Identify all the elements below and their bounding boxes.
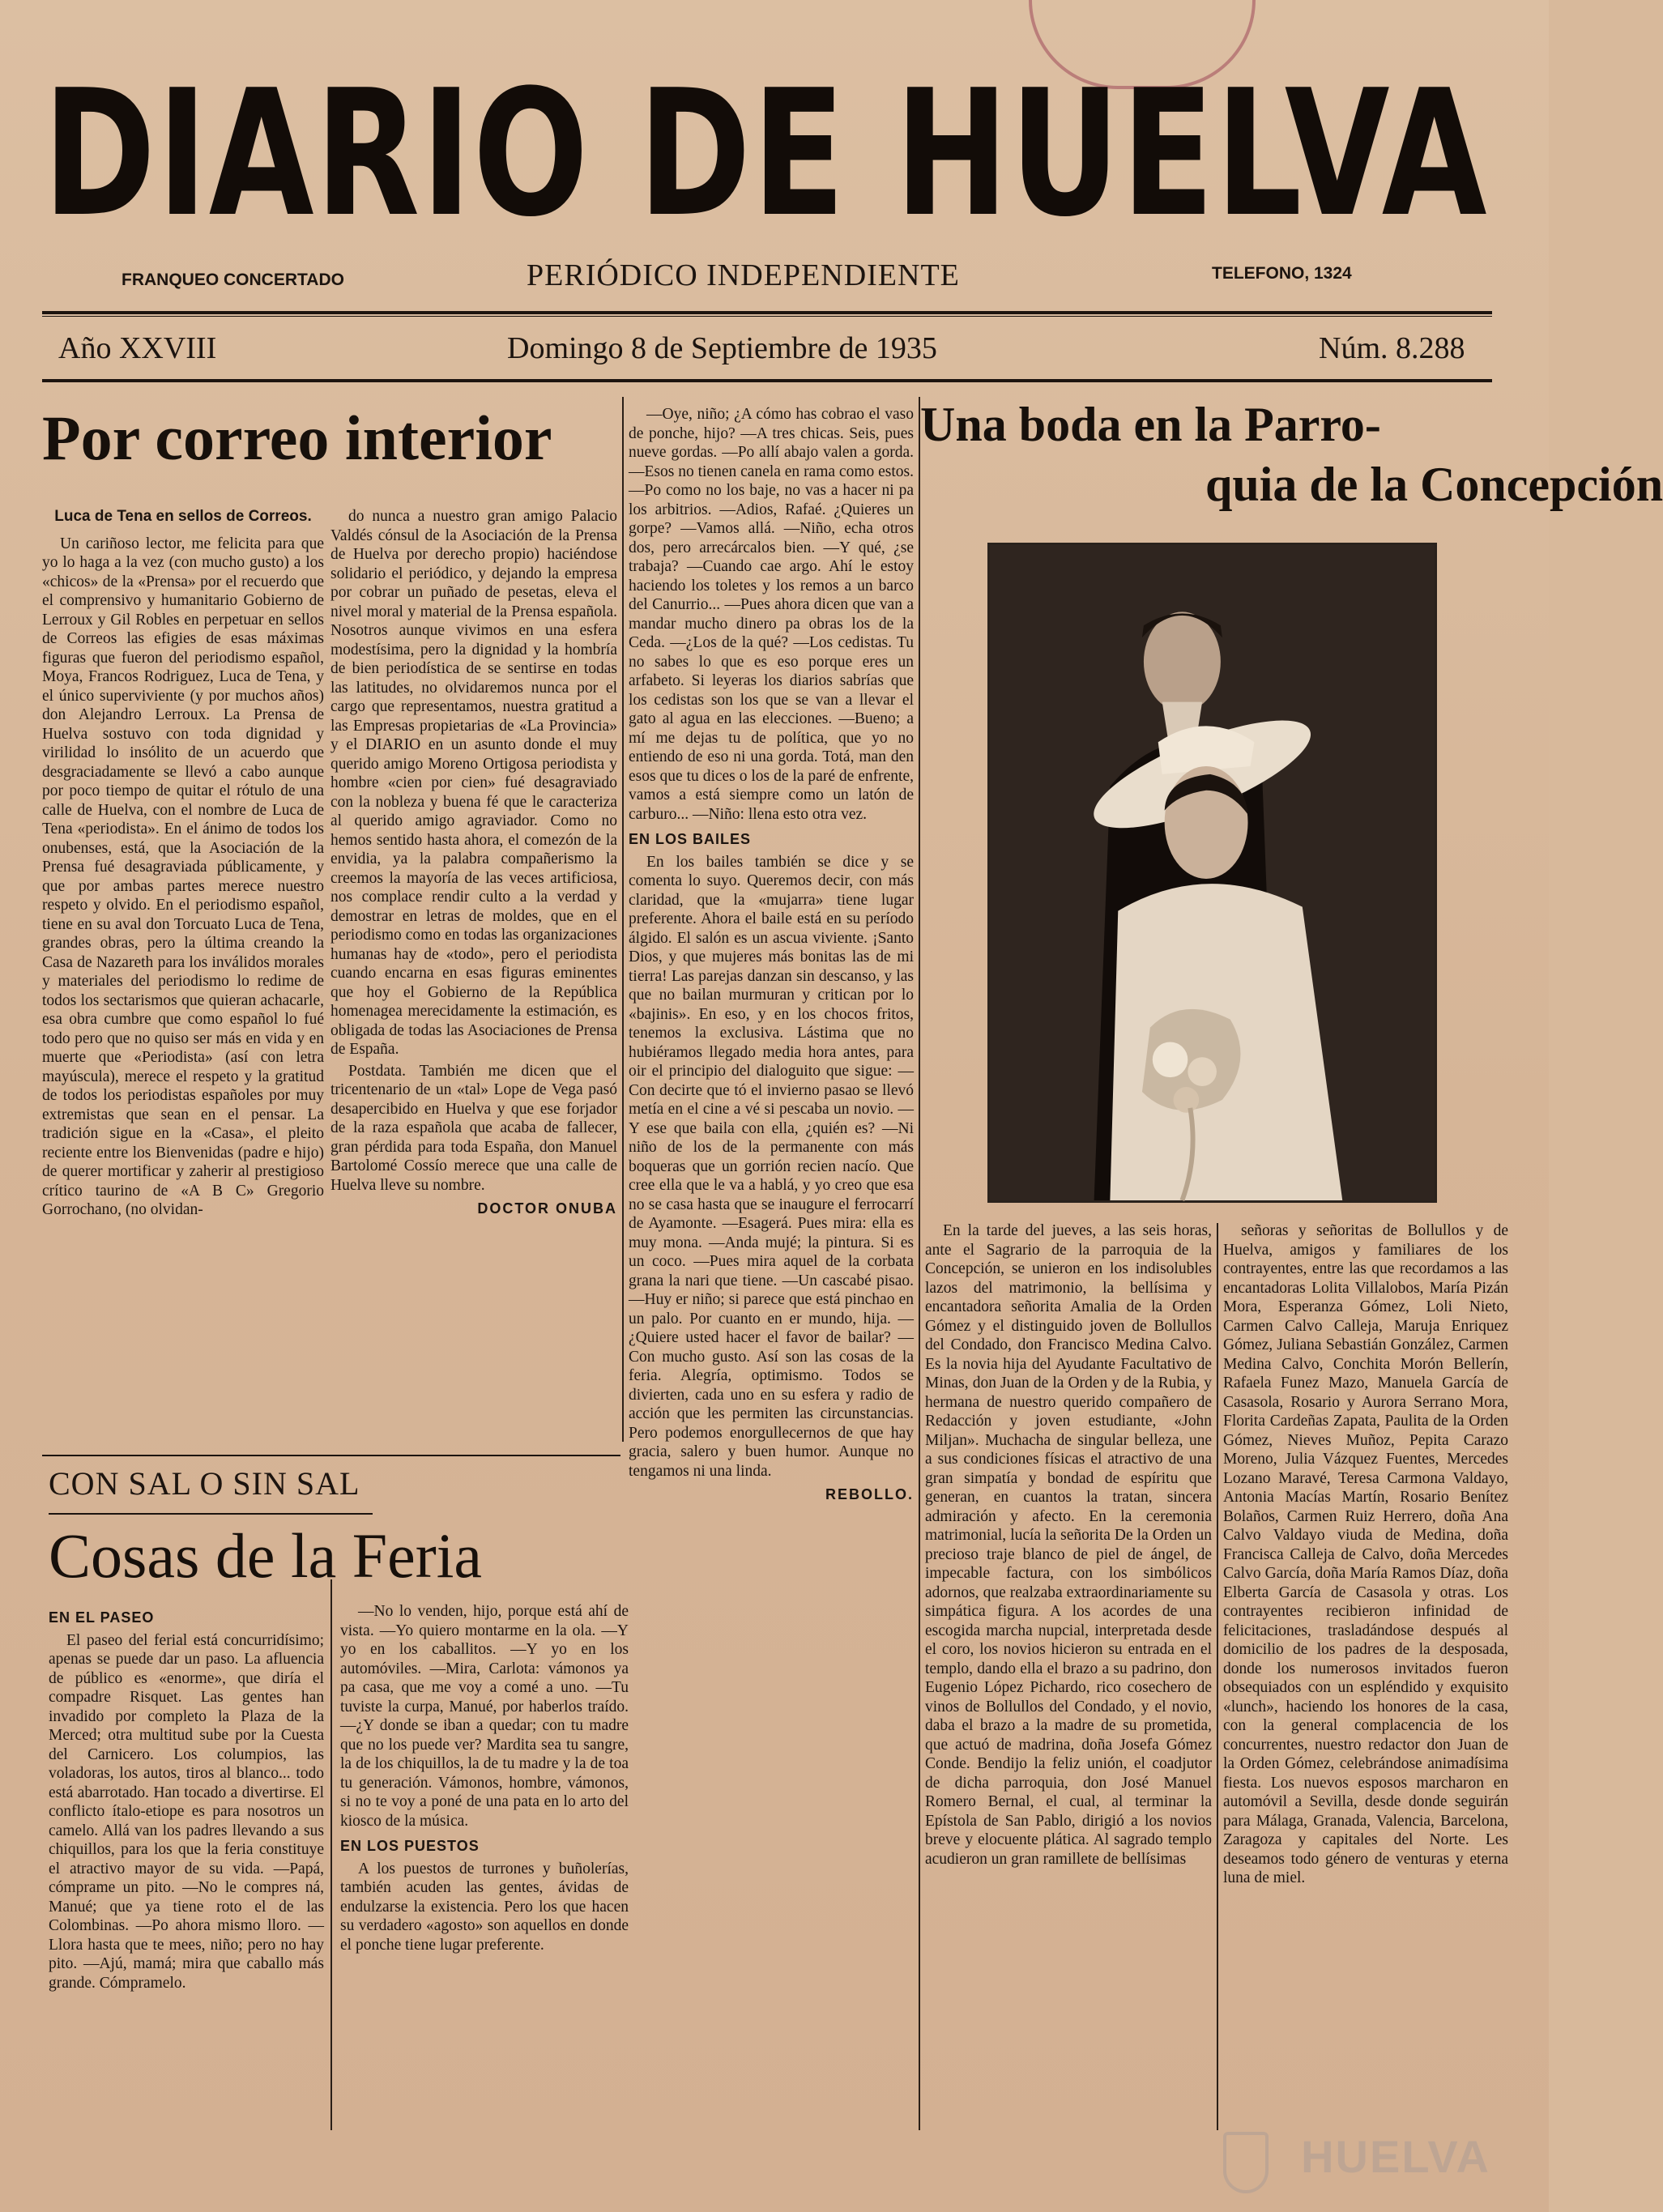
article-column-boda-1 (925, 1221, 1212, 2133)
article-headline-boda-1: Una boda en la Parro- (920, 398, 1381, 451)
article-body: En la tarde del jueves, a las seis horas, ante el Sagrario de la parroquia de la Concepción, se unieron en los indisolubles lazos del matrimonio, la bellísima y encantadora señorita Amalia de la Orden Gómez y el distinguido joven de Bollullos del Condado, don Francisco Medina Calvo. Es la novia hija del Ayudante Facultativo de Minas, don Juan de la Orden y de la Rubia, y hermana de nuestro querido compañero de Redacción y joven estudiante, «John Miljan». Muchacha de singular belleza, une a sus condiciones físicas el atractivo de una gran simpatía y bondad de espíritu que generan, en cuantos la tratan, sincera admiración y afecto. En la ceremonia matrimonial, lucía la señorita De la Orden un precioso traje blanco de piel de ángel, de impecable factura, con los simbólicos adornos, que realzaba extraordinariamente su simpática figura. A los acordes de una escogida marcha nupcial, interpretada desde el coro, los novios hicieron su entrada en el templo, dando ella el brazo a su padrino, don Eugenio López Pichardo, rico cosechero de vinos de Bollullos del Condado, y el novio, daba el brazo a la madre de su prometida, que actuó de madrina, doña Josefa Gómez Conde. Bendijo la feliz unión, el coadjutor de dicha parroquia, don José Manuel Romero Bernal, el cual, al terminar la Epístola de San Pablo, dirigió a los novios breve y elocuente plática. Al sagrado templo acudieron un gran ramillete de bellísimas (925, 1222, 1212, 1868)
column-rule (919, 397, 920, 2130)
dateline-number: Núm. 8.288 (1319, 331, 1465, 365)
article-signature: REBOLLO. (825, 1486, 914, 1502)
column-rule (622, 397, 624, 1442)
article-body: En los bailes también se dice y se comenta lo suyo. Queremos decir, con más claridad, que la «mujarra» tiene lugar preferente. Ahora el baile está en su período álgido. El salón es un ascua viviente. ¡Santo Dios, y que mujeres más bonitas las de mi tierra! Las parejas danzan sin descanso, y las que no bailan murmuran y critican por lo «bajinis». En eso, y en los chocos fritos, tenemos la exclusiva. Lástima que no hubiéramos llegado media hora antes, para oir el principio del dialoguito que sigue: —Con decirte que tó el invierno pasao se llevó metía en el cine a vé si pescaba un novio. —Y ese que baila con ella, ¿quién es? —Ni niño de los de la permanente con más boqueras que un gorrión recien nacío. Que cree ella que le va a hablá, y yo creo que esa no se casa hasta que se inaugure el ferrocarrí de Ayamonte. —Esagerá. Pues mira: ella es muy mona. —Anda mujé; la pintura. Si es un coco. —Pues mira aquel de la corbata grana la nari que tiene. —Un cascabé pisao. —Huy er niño; si parece que está pinchao en un palo. Por cuanto en er mundo, hija. —¿Quiere usted hacer el favor de bailar? —Con mucho gusto. Así son las cosas de la feria. Alegría, optimismo. Todos se divierten, cada uno en su esfera y radio de acción que les permiten las circunstancias. Pero podemos enorgullecernos de que hay gracia, salero y buen humor. Aunque no tengamos ni una linda. (629, 853, 914, 1480)
archive-watermark: HUELVA (1301, 2131, 1490, 2182)
article-headline-boda-2: quia de la Concepción (1205, 458, 1663, 511)
article-column-correo-2 (330, 507, 617, 1455)
masthead-rule-thin (42, 316, 1492, 317)
wedding-photo-image (990, 545, 1435, 1200)
article-column-feria-1 (49, 1602, 324, 2129)
masthead-rule (42, 311, 1492, 314)
column-rule (330, 1579, 332, 2130)
masthead-subtitle: PERIÓDICO INDEPENDIENTE (527, 258, 960, 292)
wedding-photo (987, 543, 1437, 1203)
article-body: A los puestos de turrones y buñolerías, también acuden las gentes, ávidas de endulzarse la existencia. Pero los que hacen su verdadero «agosto» son aquellos en donde el ponche tiene lugar preferente. (340, 1860, 629, 1954)
article-postdata: Postdata. También me dicen que el tricentenario de un «tal» Lope de Vega pasó desapercibido en Huelva y que ese forjador de la raza española que acaba de fallecer, gran pérdida para toda España, don Manuel Bartolomé Cossío merece que una calle de Huelva lleve su nombre. (330, 1062, 617, 1194)
article-column-feria-3 (629, 405, 914, 2130)
article-body: —No lo venden, hijo, porque está ahí de vista. —Yo quiero montarme en la ola. —Y yo en los caballitos. —Y yo en los automóviles. —Mira, Carlota: vámonos ya pa casa, que me voy a comé a uno. —Tu tuviste la curpa, Manué, por haberlos traído. —¿Y donde se iban a quedar; con tu madre que no los puede ver? Mardita sea tu sangre, la de los chiquillos, la de tu madre y la de toa tu generación. Vámonos, hombre, vámonos, si no te voy a poné de una pata en lo arto del kiosco de la música. (340, 1603, 629, 1830)
article-headline-feria: Cosas de la Feria (49, 1520, 483, 1591)
article-column-correo-1 (42, 507, 324, 1455)
article-column-boda-2 (1223, 1221, 1508, 2133)
article-column-feria-2 (340, 1602, 629, 2129)
article-kicker: Luca de Tena en sellos de Correos. (54, 508, 312, 525)
article-body: —Oye, niño; ¿A cómo has cobrao el vaso de ponche, hijo? —A tres chicas. Seis, pues nueve gordas. —Po allí abajo valen a gorda. —Esos no tienen canela en rama como estos. —Po como no los baje, no vas a hacer ni pa los arbitrios. —Adios, Rafaé. ¿Quieres un gorpe? —Vamos allá. —Niño, echa otros dos, pero arrecárcalos bien. —Y qué, ¿se trabaja? —Cuando cae argo. Ahí le estoy haciendo los toletes y los remos a un barco del Canurrio... —Pues ahora dicen que van a mandar mucho dinero pa obras los de la Ceda. —¿Los de la qué? —Los cedistas. Tu no sabes lo que es eso porque eres un arfabeto. Si leyeras los diarios sabrías que los cedistas son los que se van a llevar el gato al agua en las elecciones. —Bueno; a mí me dejas tu de política, que yo no entiendo de eso ni una gorda. Totá, man den esos que tu dices o los de la paré de enfrente, vamos a está siempre como un latón de carburo... —Niño: llena esto otra vez. (629, 406, 914, 823)
dateline-rule (42, 379, 1492, 382)
article-headline-correo: Por correo interior (42, 403, 552, 473)
masthead-franqueo: FRANQUEO CONCERTADO (122, 271, 344, 289)
article-kicker-sal: CON SAL O SIN SAL (49, 1465, 360, 1502)
masthead-telephone: TELEFONO, 1324 (1212, 264, 1352, 283)
article-section-head: EN LOS PUESTOS (340, 1838, 480, 1854)
article-section-head: EN EL PASEO (49, 1609, 155, 1626)
section-rule (42, 1455, 620, 1456)
masthead-title: DIARIO DE HUELVA (43, 52, 1489, 255)
kicker-underline (49, 1513, 373, 1515)
dateline-year: Año XXVIII (58, 331, 217, 365)
article-signature: DOCTOR ONUBA (477, 1200, 617, 1217)
article-body: Un cariñoso lector, me felicita para que yo lo haga a la vez (con mucho gusto) a los «chicos» de la «Prensa» por el recuerdo que el comprensivo y humanitario Gobierno de Lerroux y Gil Robles en perpetuar en sellos de Correos las efigies de esas máximas figuras que fueron del periodismo español, Moya, Francos Rodriguez, Luca de Tena, y el único superviviente (y por muchos años) don Alejandro Lerroux. La Prensa de Huelva sostuvo con toda dignidad y virilidad lo insólito de un acuerdo que desgraciadamente se llevó a cabo aunque por poco tiempo de quitar el rótulo de una calle de Huelva, con el nombre de Luca de Tena «periodista». En el ánimo de todos los onubenses, está, que la Asociación de la Prensa fué desagraviada públicamente, y que por ambas partes merece nuestro respeto y olvido. En el periodismo español, tiene en su aval don Torcuato Luca de Tena, grandes obras, pero la última creando la Casa de Nazareth para los inválidos morales y materiales del periodismo lo redime de todos los sectarismos que quieran achacarle, esa obra cumbre que como español lo fué todo pero que no quiso ser más en vida y en muerte que «Periodista» (así con letra mayúscula), merece el respeto y la gratitud de todos los periodistas españoles por muy extremistas que sean en el pensar. La tradición sigue en la «Casa», el pleito reciente entre los Bienvenidas (padre e hijo) de querer mortificar y zaherir al prestigioso crítico taurino de «A B C» Gregorio Gorrochano, (no olvidan- (42, 535, 324, 1218)
article-section-head: EN LOS BAILES (629, 831, 752, 847)
article-body: El paseo del ferial está concurridísimo; apenas se puede dar un paso. La afluencia de público es «enorme», que diría el compadre Risquet. Las gentes han invadido por completo la Plaza de la Merced; otra multitud sube por la Cuesta del Carnicero. Los columpios, las voladoras, los autos, tiros al blanco... todo está abarrotado. Han tocado a divertirse. El conflicto ítalo-etiope es para nosotros un camelo. Allá van los padres llevando a sus chiquillos, para los que la feria constituye el atractivo mayor de su vida. —Papá, cómprame un pito. —No le compres ná, Manué; que ya tiene roto el de las Colombinas. —Po ahora mismo lloro. —Llora hasta que te mees, niño; pero no hay pito. —Ajú, mamá; mira que caballo más grande. Cómpramelo. (49, 1631, 324, 1992)
article-body: do nunca a nuestro gran amigo Palacio Valdés cónsul de la Asociación de la Prensa de Huelva por derecho propio) haciéndose solidario el periódico, y dejando la empresa por cobrar un puñado de pesetas, eleva el nivel moral y material de la Prensa española. Nosotros aunque vivimos en una esfera modestísima, pero la dignidad y la hombría de bien periodística de se sentirse en todas las latitudes, no olvidaremos nunca por el cargo que representamos, nuestra gratitud a las Empresas propietarias de «La Provincia» y el DIARIO en un asunto donde el muy querido amigo Moreno Ortigosa periodista y hombre «cien por cien» fué desagraviado con la nobleza y buena fé que le caracteriza al querido amigo agraviador. Como no hemos sentido hasta ahora, el comezón de la envidia, ya la palabra compañerismo la creemos la mayoría de las veces artificiosa, nos complace rendir culto a la verdad y demostrar en letras de moldes, que en el periodismo como en todas las organizaciones humanas hay de «todo», pero el periodista cuando encarna en esas figuras eminentes que hoy el Gobierno de la República homenagea merecidamente la estimación, es obligada de todas las Asociaciones de Prensa de España. (330, 508, 617, 1058)
dateline-date: Domingo 8 de Septiembre de 1935 (507, 331, 937, 365)
article-body: señoras y señoritas de Bollullos y de Huelva, amigos y familiares de los contrayentes, entre las que recordamos a las encantadoras Lolita Villalobos, María Pizán Mora, Esperanza Gómez, Loli Nieto, Carmen Calvo Calleja, Maruja Enriquez Gómez, Juliana Sebastián González, Carmen Medina Calvo, Conchita Morón Bellerín, Rafaela Funez Mazo, Manuela García de Casasola, Rosario y Aurora Serrano Mora, Florita Cardeñas Zapata, Paulita de la Orden Gómez, Nieves Muñoz, Pepita Carazo Moreno, Julia Vázquez Fuentes, Mercedes Lozano Maravé, Teresa Carmona Valdayo, Antonia Macías Martín, Rosario Benítez Bolaños, Carmen Ruiz Herrero, doña Ana Calvo Valdayo viuda de Medina, doña Francisca Calleja de Calvo, doña Mercedes Calvo García, doña María Ramos Díaz, doña Elberta García de Casasola y otras. Los contrayentes recibieron infinidad de felicitaciones, trasladándose después al domicilio de los padres de la desposada, donde los numerosos invitados fueron obsequiados con un espléndido y exquisito «lunch», haciendo los honores de la casa, con la general complacencia de los concurrentes, nuestro redactor don Juan de la Orden Gómez, celebrándose animadísima fiesta. Los nuevos esposos marcharon en automóvil a Sevilla, desde donde seguirán para Málaga, Granada, Valencia, Barcelona, Zaragoza y capitales del Norte. Les deseamos todo género de venturas y eterna luna de miel. (1223, 1222, 1508, 1886)
column-rule (1217, 1223, 1218, 2130)
